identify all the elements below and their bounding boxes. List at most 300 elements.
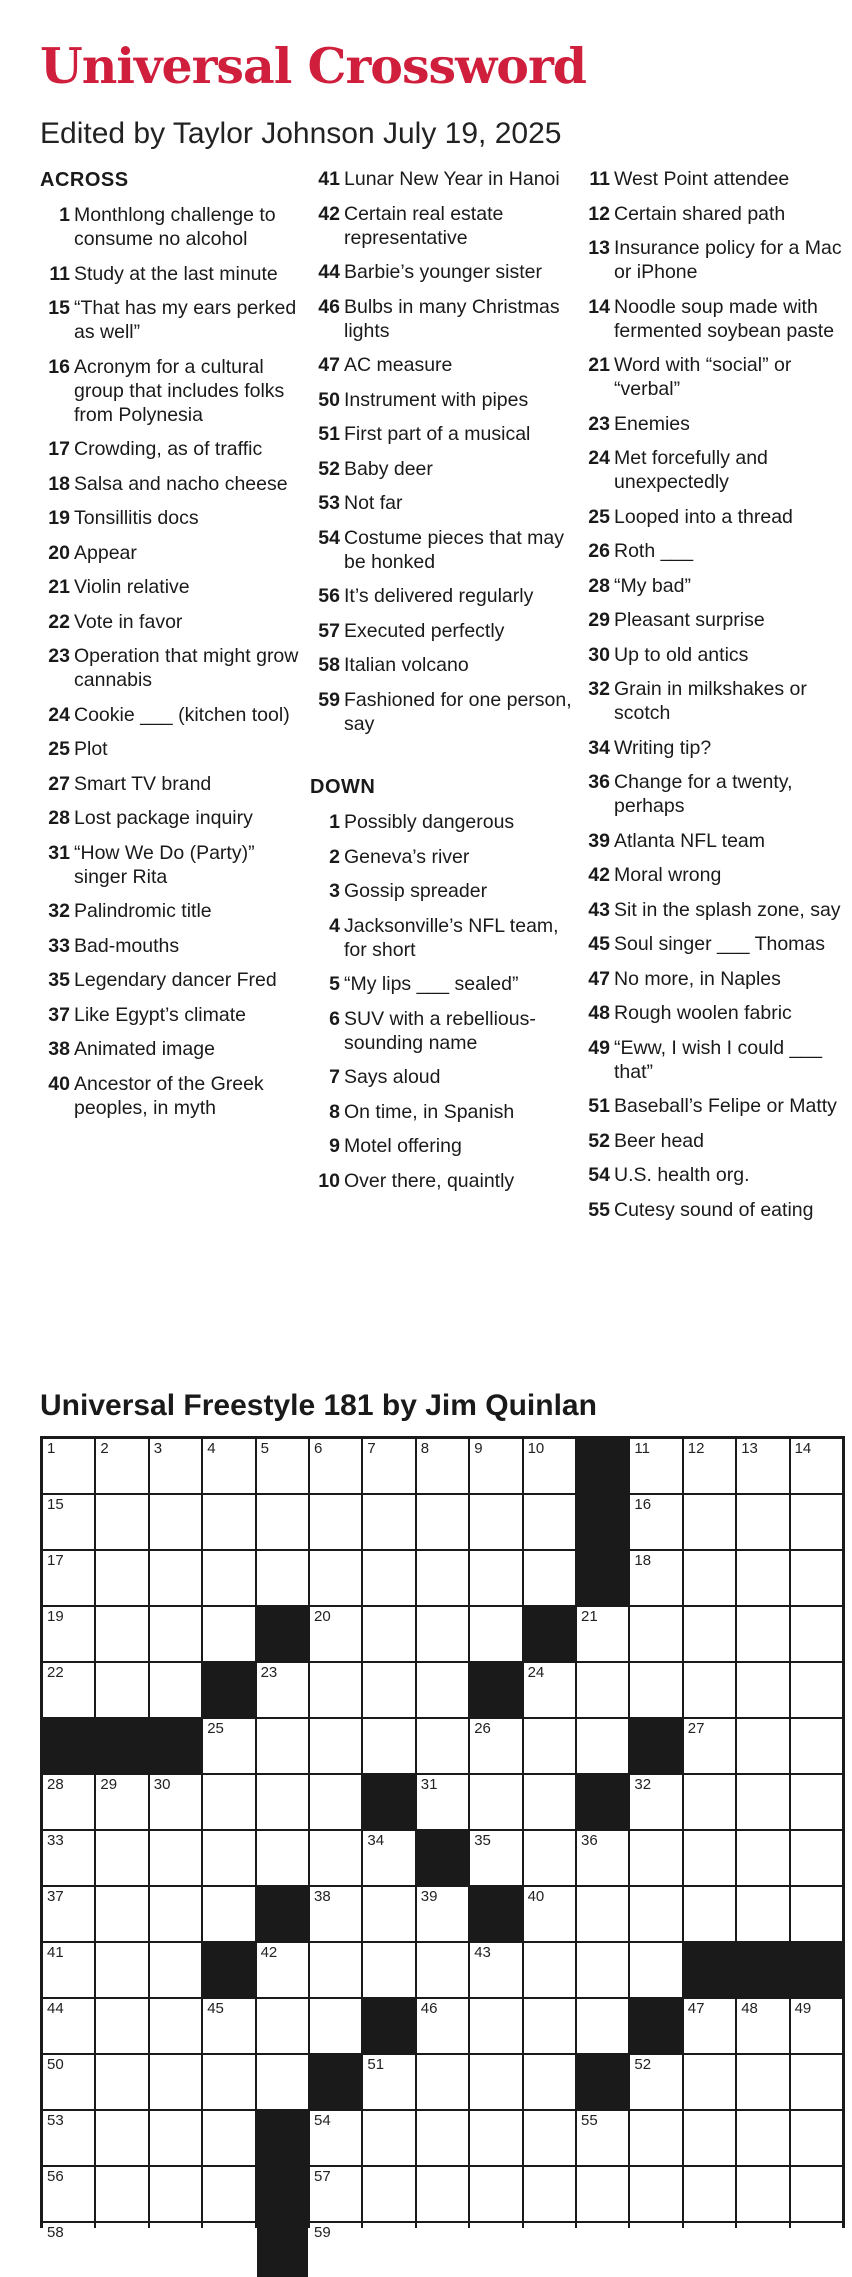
clue-text: Possibly dangerous (344, 811, 515, 833)
grid-cell[interactable] (203, 1831, 254, 1885)
grid-cell[interactable] (577, 2223, 628, 2277)
grid-cell[interactable] (43, 1831, 94, 1885)
cell-number: 21 (581, 1608, 598, 1625)
grid-cell[interactable] (630, 2055, 681, 2109)
grid-cell[interactable] (470, 1775, 521, 1829)
grid-cell[interactable] (310, 1775, 361, 1829)
grid-cell[interactable] (791, 1831, 842, 1885)
grid-cell[interactable] (310, 1495, 361, 1549)
clue-text: Lost package inquiry (74, 807, 253, 829)
grid-cell[interactable] (684, 1607, 735, 1661)
grid-cell[interactable] (630, 2111, 681, 2165)
clue-item (310, 972, 580, 996)
clue-number: 5 (329, 973, 340, 995)
grid-cell[interactable] (684, 1831, 735, 1885)
grid-cell[interactable] (43, 2111, 94, 2165)
grid-cell[interactable] (417, 1663, 468, 1717)
clue-number: 27 (48, 772, 70, 795)
clue-text: Italian volcano (344, 654, 469, 676)
clue-item (40, 610, 310, 634)
grid-cell[interactable] (630, 1439, 681, 1493)
grid-cell[interactable] (417, 2167, 468, 2221)
grid-cell[interactable] (470, 2167, 521, 2221)
clue-text: It’s delivered regularly (344, 585, 534, 607)
grid-cell[interactable] (417, 2111, 468, 2165)
grid-cell[interactable] (577, 2167, 628, 2221)
grid-cell[interactable] (684, 2223, 735, 2277)
grid-cell[interactable] (310, 1943, 361, 1997)
grid-cell[interactable] (577, 1999, 628, 2053)
grid-cell[interactable] (417, 1999, 468, 2053)
grid-cell[interactable] (791, 2055, 842, 2109)
grid-cell[interactable] (791, 1551, 842, 1605)
clue-item (40, 472, 310, 496)
cell-number: 34 (367, 1832, 385, 1849)
grid-cell[interactable] (577, 1943, 628, 1997)
grid-cell[interactable] (577, 1887, 628, 1941)
grid-cell[interactable] (150, 1775, 201, 1829)
grid-cell[interactable] (310, 1887, 361, 1941)
cell-number: 43 (474, 1944, 491, 1961)
grid-cell[interactable] (524, 2055, 575, 2109)
grid-cell[interactable] (737, 1887, 788, 1941)
grid-cell[interactable] (791, 2167, 842, 2221)
grid-cell[interactable] (96, 1439, 147, 1493)
grid-cell[interactable] (737, 1551, 788, 1605)
clue-number: 56 (318, 585, 340, 607)
clue-number: 24 (48, 703, 70, 726)
clue-text: Soul singer ___ Thomas (614, 933, 826, 955)
grid-cell[interactable] (470, 1439, 521, 1493)
grid-cell[interactable] (684, 1551, 735, 1605)
clue-item (580, 167, 850, 191)
grid-block (96, 1719, 147, 1773)
clue-text: Plot (74, 738, 108, 760)
clue-item (580, 1036, 850, 1084)
grid-cell[interactable] (43, 1495, 94, 1549)
grid-cell[interactable] (96, 1943, 147, 1997)
grid-cell[interactable] (791, 1775, 842, 1829)
grid-cell[interactable] (203, 1439, 254, 1493)
grid-cell[interactable] (150, 1999, 201, 2053)
grid-cell[interactable] (150, 2055, 201, 2109)
clue-item (40, 575, 310, 599)
clue-item (310, 810, 580, 834)
grid-cell[interactable] (257, 1775, 308, 1829)
grid-cell[interactable] (96, 1887, 147, 1941)
grid-cell[interactable] (150, 2223, 201, 2277)
clue-text: Word with “social” or “verbal” (614, 354, 792, 400)
grid-cell[interactable] (257, 1999, 308, 2053)
grid-cell[interactable] (363, 1607, 414, 1661)
grid-cell[interactable] (310, 1663, 361, 1717)
grid-cell[interactable] (96, 1551, 147, 1605)
clue-text: “That has my ears perked as well” (74, 297, 297, 343)
grid-cell[interactable] (524, 1831, 575, 1885)
grid-cell[interactable] (684, 1887, 735, 1941)
clue-text: Change for a twenty, perhaps (614, 771, 793, 817)
grid-cell[interactable] (684, 1999, 735, 2053)
grid-cell[interactable] (791, 1719, 842, 1773)
grid-cell[interactable] (524, 2111, 575, 2165)
grid-cell[interactable] (96, 1663, 147, 1717)
clue-text: Certain shared path (614, 202, 786, 225)
clue-number: 22 (48, 610, 70, 633)
grid-cell[interactable] (310, 1999, 361, 2053)
clue-text: Bad-mouths (74, 934, 180, 957)
grid-cell[interactable] (630, 2167, 681, 2221)
grid-cell[interactable] (524, 2223, 575, 2277)
grid-cell[interactable] (203, 1719, 254, 1773)
grid-cell[interactable] (737, 1831, 788, 1885)
clue-item (580, 353, 850, 401)
cell-number: 37 (47, 1888, 64, 1905)
clue-text: Grain in milkshakes or scotch (614, 678, 807, 724)
grid-cell[interactable] (684, 1775, 735, 1829)
clue-number: 59 (318, 688, 340, 711)
grid-cell[interactable] (524, 1439, 575, 1493)
grid-cell[interactable] (791, 1999, 842, 2053)
grid-cell[interactable] (43, 2055, 94, 2109)
grid-cell[interactable] (737, 1775, 788, 1829)
grid-cell[interactable] (257, 1663, 308, 1717)
grid-cell[interactable] (363, 1495, 414, 1549)
cell-number: 16 (634, 1496, 652, 1513)
clue-text: “How We Do (Party)” singer Rita (74, 841, 255, 888)
grid-cell[interactable] (257, 1943, 308, 1997)
cell-number: 23 (260, 1664, 278, 1681)
grid-cell[interactable] (150, 1495, 201, 1549)
grid-cell[interactable] (791, 1607, 842, 1661)
grid-cell[interactable] (363, 1551, 414, 1605)
grid-cell[interactable] (470, 1607, 521, 1661)
grid-block (577, 1775, 628, 1829)
grid-block (630, 1719, 681, 1773)
clue-text: Motel offering (344, 1135, 462, 1157)
grid-cell[interactable] (417, 1887, 468, 1941)
grid-cell[interactable] (684, 1663, 735, 1717)
grid-cell[interactable] (43, 2167, 94, 2221)
clue-number: 25 (588, 505, 610, 528)
clue-item (40, 506, 310, 530)
grid-cell[interactable] (43, 1943, 94, 1997)
grid-cell[interactable] (150, 2167, 201, 2221)
grid-cell[interactable] (417, 1495, 468, 1549)
grid-cell[interactable] (470, 1551, 521, 1605)
clue-number: 25 (48, 738, 70, 760)
grid-cell[interactable] (257, 1551, 308, 1605)
grid-cell[interactable] (524, 1999, 575, 2053)
clue-text: Legendary dancer Fred (74, 969, 277, 991)
grid-cell[interactable] (577, 1719, 628, 1773)
grid-cell[interactable] (470, 2223, 521, 2277)
grid-cell[interactable] (150, 1663, 201, 1717)
grid-cell[interactable] (310, 2111, 361, 2165)
clue-number: 46 (318, 295, 340, 318)
cell-number: 55 (581, 2112, 598, 2129)
grid-cell[interactable] (737, 2223, 788, 2277)
clue-item (310, 457, 580, 481)
grid-cell[interactable] (363, 1439, 414, 1493)
grid-cell[interactable] (737, 2111, 788, 2165)
grid-cell[interactable] (630, 1663, 681, 1717)
clue-item (310, 653, 580, 677)
grid-cell[interactable] (363, 1887, 414, 1941)
across-clue-list (40, 203, 310, 1120)
clue-item (580, 608, 850, 632)
clue-column-3 (580, 167, 850, 1232)
grid-cell[interactable] (363, 1719, 414, 1773)
clue-item (40, 703, 310, 727)
clue-number: 21 (588, 354, 610, 376)
grid-cell[interactable] (791, 1887, 842, 1941)
cell-number: 49 (794, 2000, 812, 2017)
grid-cell[interactable] (791, 2223, 842, 2277)
cell-number: 46 (420, 2000, 438, 2017)
clue-item (40, 841, 310, 889)
grid-cell[interactable] (791, 1439, 842, 1493)
grid-cell[interactable] (257, 1719, 308, 1773)
grid-cell[interactable] (43, 1551, 94, 1605)
clue-number: 51 (318, 423, 340, 445)
down-heading: DOWN (310, 776, 376, 798)
grid-cell[interactable] (737, 1439, 788, 1493)
cell-number: 28 (47, 1776, 64, 1793)
grid-cell[interactable] (684, 1719, 735, 1773)
grid-cell[interactable] (417, 1719, 468, 1773)
grid-cell[interactable] (257, 1495, 308, 1549)
cell-number: 9 (474, 1440, 483, 1457)
grid-block (257, 1887, 308, 1941)
grid-cell[interactable] (363, 2111, 414, 2165)
grid-cell[interactable] (684, 1439, 735, 1493)
grid-cell[interactable] (96, 2167, 147, 2221)
clue-text: Roth ___ (614, 540, 694, 562)
clue-item (580, 1001, 850, 1025)
grid-cell[interactable] (737, 1663, 788, 1717)
grid-cell[interactable] (470, 1999, 521, 2053)
grid-cell[interactable] (363, 2223, 414, 2277)
grid-cell[interactable] (203, 2167, 254, 2221)
grid-cell[interactable] (417, 1439, 468, 1493)
grid-cell[interactable] (417, 2055, 468, 2109)
grid-cell[interactable] (630, 1775, 681, 1829)
grid-cell[interactable] (524, 1775, 575, 1829)
grid-cell[interactable] (363, 1663, 414, 1717)
clue-text: “My bad” (614, 574, 691, 597)
grid-cell[interactable] (737, 1719, 788, 1773)
grid-block (363, 1999, 414, 2053)
grid-cell[interactable] (737, 2167, 788, 2221)
grid-cell[interactable] (630, 1551, 681, 1605)
cell-number: 30 (153, 1776, 171, 1793)
grid-cell[interactable] (577, 1607, 628, 1661)
grid-cell[interactable] (417, 1775, 468, 1829)
clue-number: 37 (48, 1003, 70, 1026)
grid-cell[interactable] (630, 1831, 681, 1885)
clue-number: 12 (588, 202, 610, 225)
grid-cell[interactable] (684, 2111, 735, 2165)
grid-cell[interactable] (363, 1831, 414, 1885)
grid-cell[interactable] (150, 2111, 201, 2165)
clue-text: Gossip spreader (344, 880, 488, 902)
grid-cell[interactable] (96, 1607, 147, 1661)
grid-cell[interactable] (630, 2223, 681, 2277)
grid-cell[interactable] (791, 2111, 842, 2165)
grid-cell[interactable] (257, 2055, 308, 2109)
clue-item (310, 1169, 580, 1193)
cell-number: 52 (634, 2056, 652, 2073)
clue-item (310, 845, 580, 869)
grid-cell[interactable] (524, 1943, 575, 1997)
clue-number: 55 (588, 1198, 610, 1221)
cell-number: 12 (687, 1440, 705, 1457)
grid-cell[interactable] (96, 1775, 147, 1829)
grid-cell[interactable] (96, 1495, 147, 1549)
clue-text: Says aloud (344, 1066, 441, 1088)
grid-cell[interactable] (524, 1551, 575, 1605)
grid-cell[interactable] (203, 2111, 254, 2165)
grid-cell[interactable] (577, 2111, 628, 2165)
grid-cell[interactable] (630, 1607, 681, 1661)
grid-cell[interactable] (43, 1439, 94, 1493)
grid-cell[interactable] (203, 2055, 254, 2109)
grid-cell[interactable] (43, 1663, 94, 1717)
grid-cell[interactable] (43, 1887, 94, 1941)
grid-cell[interactable] (96, 2223, 147, 2277)
grid-cell[interactable] (310, 1607, 361, 1661)
grid-cell[interactable] (203, 1551, 254, 1605)
grid-cell[interactable] (310, 1719, 361, 1773)
grid-cell[interactable] (737, 1999, 788, 2053)
grid-cell[interactable] (257, 1831, 308, 1885)
cell-number: 6 (314, 1440, 323, 1457)
grid-cell[interactable] (417, 1943, 468, 1997)
grid-cell[interactable] (470, 2111, 521, 2165)
clue-text: Beer head (614, 1129, 704, 1152)
grid-cell[interactable] (96, 1831, 147, 1885)
grid-cell[interactable] (470, 1831, 521, 1885)
clue-number: 13 (588, 237, 610, 259)
clue-text: Fashioned for one person, say (344, 688, 572, 735)
clue-number: 21 (48, 576, 70, 598)
clue-item (40, 1037, 310, 1061)
clue-text: Not far (344, 492, 403, 514)
clue-number: 10 (318, 1169, 340, 1192)
clue-item (40, 437, 310, 461)
grid-cell[interactable] (417, 1551, 468, 1605)
grid-cell[interactable] (363, 2055, 414, 2109)
grid-cell[interactable] (96, 2055, 147, 2109)
clue-item (580, 1129, 850, 1153)
grid-cell[interactable] (310, 1551, 361, 1605)
grid-cell[interactable] (363, 2167, 414, 2221)
grid-cell[interactable] (310, 1831, 361, 1885)
grid-cell[interactable] (684, 2167, 735, 2221)
cell-number: 26 (474, 1720, 491, 1737)
clue-item (310, 879, 580, 903)
grid-cell[interactable] (470, 1495, 521, 1549)
grid-cell[interactable] (43, 1775, 94, 1829)
grid-cell[interactable] (470, 1943, 521, 1997)
grid-block (310, 2055, 361, 2109)
grid-cell[interactable] (203, 1999, 254, 2053)
grid-cell[interactable] (417, 1607, 468, 1661)
grid-cell[interactable] (524, 2167, 575, 2221)
grid-cell[interactable] (96, 1999, 147, 2053)
grid-cell[interactable] (684, 1495, 735, 1549)
grid-cell[interactable] (203, 1887, 254, 1941)
grid-cell[interactable] (150, 1831, 201, 1885)
clue-item (310, 914, 580, 962)
grid-cell[interactable] (417, 2223, 468, 2277)
grid-cell[interactable] (150, 1439, 201, 1493)
grid-cell[interactable] (791, 1495, 842, 1549)
grid-cell[interactable] (363, 1943, 414, 1997)
grid-cell[interactable] (524, 1663, 575, 1717)
grid-cell[interactable] (524, 1719, 575, 1773)
grid-cell[interactable] (203, 1607, 254, 1661)
grid-cell[interactable] (737, 2055, 788, 2109)
cell-number: 25 (207, 1720, 224, 1737)
clue-text: U.S. health org. (614, 1164, 750, 1186)
grid-cell[interactable] (791, 1663, 842, 1717)
grid-cell[interactable] (43, 1999, 94, 2053)
clue-item (310, 260, 580, 284)
grid-cell[interactable] (524, 1887, 575, 1941)
clue-number: 54 (318, 526, 340, 549)
grid-cell[interactable] (43, 1607, 94, 1661)
cell-number: 17 (47, 1552, 64, 1569)
grid-cell[interactable] (150, 1551, 201, 1605)
grid-cell[interactable] (310, 2223, 361, 2277)
grid-block (630, 1999, 681, 2053)
grid-cell[interactable] (150, 1943, 201, 1997)
grid-cell[interactable] (203, 1775, 254, 1829)
grid-cell[interactable] (203, 2223, 254, 2277)
grid-cell[interactable] (630, 1887, 681, 1941)
grid-cell[interactable] (150, 1607, 201, 1661)
clue-number: 24 (588, 447, 610, 469)
grid-cell[interactable] (684, 2055, 735, 2109)
clue-item (310, 526, 580, 574)
cell-number: 8 (420, 1440, 430, 1457)
grid-cell[interactable] (524, 1495, 575, 1549)
clue-item (580, 898, 850, 922)
grid-cell[interactable] (630, 1943, 681, 1997)
grid-cell[interactable] (43, 2223, 94, 2277)
cell-number: 42 (260, 1944, 278, 1961)
grid-cell[interactable] (150, 1887, 201, 1941)
grid-cell[interactable] (577, 1831, 628, 1885)
grid-cell[interactable] (310, 2167, 361, 2221)
grid-cell[interactable] (630, 1495, 681, 1549)
clue-item (40, 644, 310, 692)
grid-cell[interactable] (737, 1495, 788, 1549)
grid-cell[interactable] (96, 2111, 147, 2165)
clue-text: Vote in favor (74, 610, 183, 633)
grid-cell[interactable] (470, 1719, 521, 1773)
grid-cell[interactable] (203, 1495, 254, 1549)
grid-cell[interactable] (737, 1607, 788, 1661)
clue-text: Looped into a thread (614, 505, 793, 528)
grid-cell[interactable] (310, 1439, 361, 1493)
grid-cell[interactable] (257, 1439, 308, 1493)
grid-cell[interactable] (470, 2055, 521, 2109)
cell-number: 24 (527, 1664, 545, 1681)
grid-cell[interactable] (577, 1663, 628, 1717)
grid-block (791, 1943, 842, 1997)
